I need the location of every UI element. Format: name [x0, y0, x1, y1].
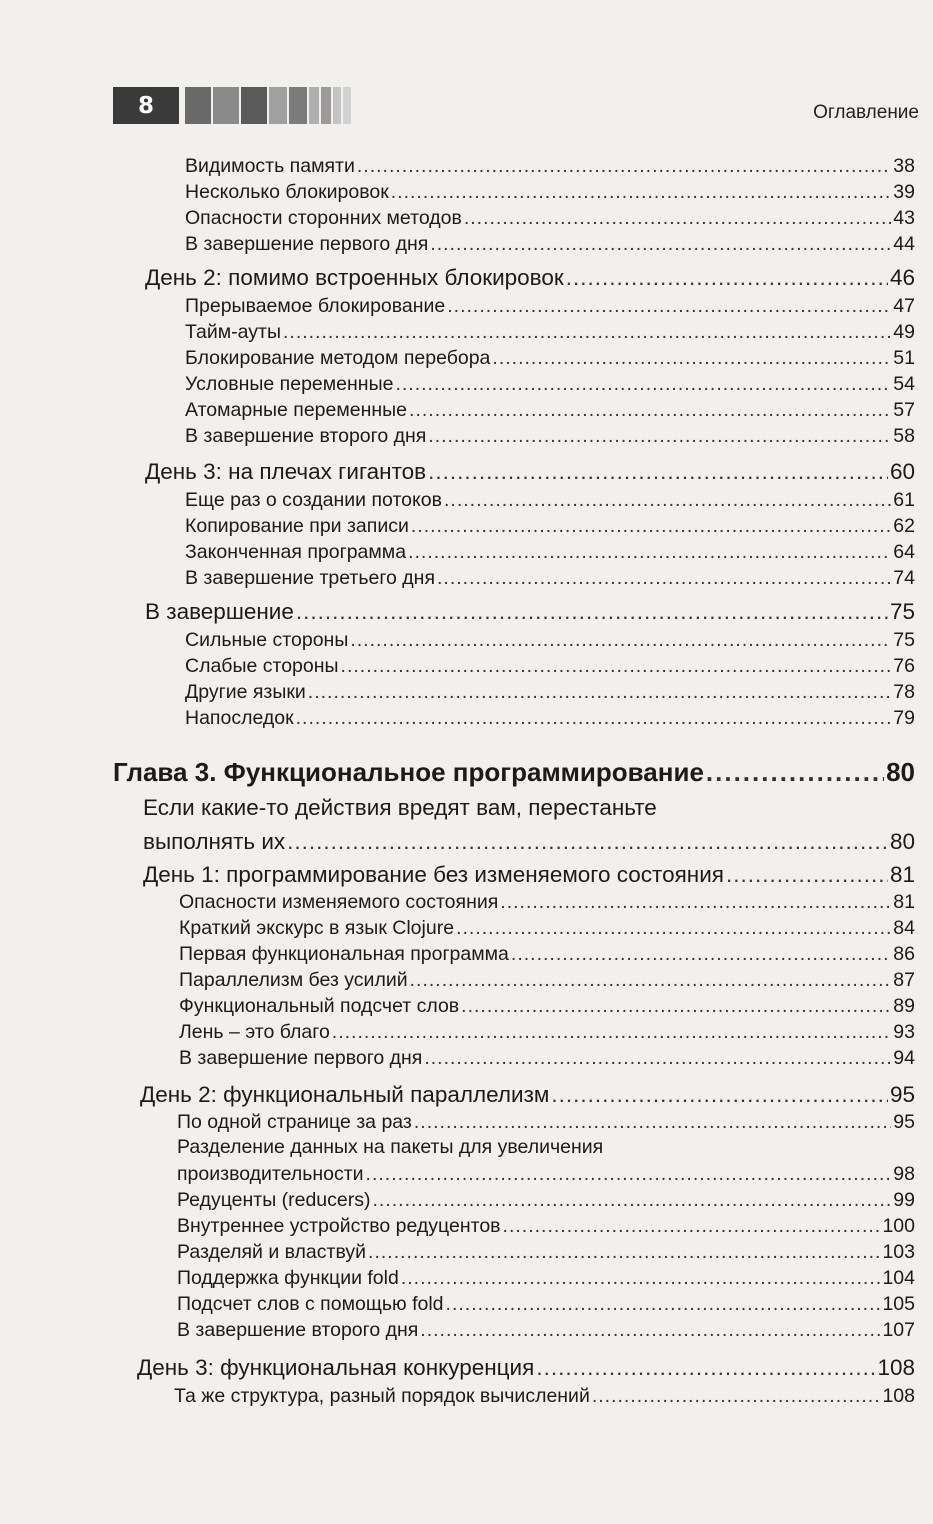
toc-entry-page: 95	[889, 1082, 915, 1107]
dot-leader	[428, 459, 888, 485]
toc-entry-page: 61	[893, 489, 915, 511]
toc-subsection[interactable]	[185, 707, 915, 733]
toc-entry-title: В завершение второго дня	[177, 1319, 419, 1341]
toc-section[interactable]	[145, 599, 915, 629]
toc-entry-title: Редуценты (reducers)	[177, 1189, 371, 1211]
toc-entry-page: 100	[882, 1215, 915, 1237]
toc-subsection[interactable]	[179, 1021, 915, 1047]
toc-entry-title: Напоследок	[185, 707, 294, 729]
dot-leader	[366, 1163, 892, 1186]
toc-entry-title-line1: Если какие-то действия вредят вам, перестаньте	[143, 795, 657, 820]
toc-entry-page: 58	[893, 425, 915, 447]
toc-entry-page: 57	[893, 399, 915, 421]
toc-subsection[interactable]	[177, 1241, 915, 1267]
toc-entry-title: Глава 3. Функциональное программирование	[113, 757, 704, 787]
toc-entry-page: 93	[893, 1021, 915, 1043]
dot-leader	[464, 207, 891, 230]
toc-entry-title: Условные переменные	[185, 373, 394, 395]
toc-entry-title: Законченная программа	[185, 541, 407, 563]
toc-entry-title: В завершение	[145, 599, 294, 624]
toc-entry-title-line1: Разделение данных на пакеты для увеличения	[177, 1136, 604, 1158]
toc-subsection[interactable]	[185, 233, 915, 259]
toc-entry-page: 95	[893, 1111, 915, 1133]
toc-subsection[interactable]	[185, 181, 915, 207]
toc-subsection[interactable]	[179, 917, 915, 943]
dot-leader	[411, 515, 891, 538]
toc-subsection[interactable]	[179, 943, 915, 969]
toc-subsection[interactable]	[185, 295, 915, 321]
toc-entry-page: 49	[893, 321, 915, 343]
toc-entry-page: 81	[893, 891, 915, 913]
toc-entry-page: 87	[893, 969, 915, 991]
toc-subsection[interactable]	[185, 515, 915, 541]
toc-section[interactable]	[143, 829, 915, 859]
toc-entry-page: 104	[882, 1267, 915, 1289]
dot-leader	[500, 891, 891, 914]
toc-subsection[interactable]	[177, 1319, 915, 1345]
toc-subsection[interactable]	[174, 1385, 915, 1411]
dot-leader	[447, 295, 891, 318]
toc-entry-title: Лень – это благо	[179, 1021, 330, 1043]
header-strip	[343, 87, 351, 124]
toc-subsection[interactable]	[185, 655, 915, 681]
toc-entry-title: День 1: программирование без изменяемого состояния	[143, 862, 724, 887]
toc-subsection[interactable]	[185, 155, 915, 181]
toc-entry-title: День 2: помимо встроенных блокировок	[145, 265, 564, 290]
dot-leader	[409, 399, 891, 422]
toc-section[interactable]	[143, 862, 915, 892]
toc-entry-title: День 2: функциональный параллелизм	[140, 1082, 550, 1107]
toc-entry-page: 54	[893, 373, 915, 395]
toc-entry-title: Поддержка функции fold	[177, 1267, 399, 1289]
toc-entry-title: В завершение второго дня	[185, 425, 427, 447]
header-strip	[241, 87, 267, 124]
toc-entry-page: 80	[889, 829, 915, 854]
toc-entry-page: 107	[882, 1319, 915, 1341]
toc-entry-title: Опасности сторонних методов	[185, 207, 462, 229]
toc-entry-page: 75	[889, 599, 915, 624]
page-header-bar	[113, 87, 351, 124]
toc-subsection[interactable]	[185, 541, 915, 567]
toc-section[interactable]	[140, 1082, 915, 1112]
toc-entry-page: 79	[893, 707, 915, 729]
toc-entry-title: Подсчет слов с помощью fold	[177, 1293, 444, 1315]
toc-subsection[interactable]	[185, 321, 915, 347]
toc-entry-page: 84	[893, 917, 915, 939]
toc-entry-title: Сильные стороны	[185, 629, 349, 651]
toc-entry-title: День 3: на плечах гигантов	[145, 459, 427, 484]
dot-leader	[332, 1021, 892, 1044]
toc-subsection[interactable]	[177, 1215, 915, 1241]
toc-subsection[interactable]	[185, 347, 915, 373]
toc-entry-page: 94	[893, 1047, 915, 1069]
dot-leader	[391, 181, 892, 204]
toc-entry-page: 64	[893, 541, 915, 563]
toc-subsection[interactable]	[185, 399, 915, 425]
toc-subsection[interactable]	[179, 969, 915, 995]
toc-entry-page: 81	[889, 862, 915, 887]
toc-entry-title: Прерываемое блокирование	[185, 295, 446, 317]
toc-subsection[interactable]	[177, 1111, 915, 1137]
dot-leader	[308, 681, 892, 704]
dot-leader	[395, 373, 891, 396]
dot-leader	[341, 655, 892, 678]
dot-leader	[444, 489, 891, 512]
toc-entry-title: День 3: функциональная конкуренция	[137, 1355, 535, 1380]
toc-entry-title: В завершение первого дня	[185, 233, 429, 255]
dot-leader	[372, 1189, 891, 1212]
dot-leader	[437, 567, 891, 590]
toc-subsection[interactable]	[185, 373, 915, 399]
toc-subsection[interactable]	[185, 207, 915, 233]
toc-section[interactable]	[137, 1355, 915, 1385]
toc-entry-title: Первая функциональная программа	[179, 943, 509, 965]
toc-subsection[interactable]	[185, 567, 915, 593]
toc-entry-title: выполнять их	[143, 829, 286, 854]
page-number: 8	[113, 87, 179, 124]
toc-subsection[interactable]	[177, 1293, 915, 1319]
dot-leader	[492, 347, 891, 370]
toc-entry-page: 80	[886, 757, 915, 787]
section-title: Оглавление	[813, 102, 919, 123]
dot-leader	[368, 1241, 880, 1264]
header-strip	[185, 87, 211, 124]
dot-leader	[511, 943, 891, 966]
toc-entry-page: 46	[889, 265, 915, 290]
toc-entry-title: Внутреннее устройство редуцентов	[177, 1215, 501, 1237]
toc-entry-page: 86	[893, 943, 915, 965]
toc-entry-title: Другие языки	[185, 681, 306, 703]
toc-entry-page: 74	[893, 567, 915, 589]
toc-chapter[interactable]	[113, 757, 915, 793]
toc-section[interactable]	[145, 265, 915, 295]
toc-entry-title: Параллелизм без усилий	[179, 969, 408, 991]
dot-leader	[503, 1215, 881, 1238]
toc-entry-title: Функциональный подсчет слов	[179, 995, 460, 1017]
toc-entry-title: В завершение первого дня	[179, 1047, 423, 1069]
dot-leader	[726, 862, 888, 888]
toc-entry-page: 75	[893, 629, 915, 651]
toc-subsection[interactable]	[185, 425, 915, 451]
toc-entry-page: 99	[893, 1189, 915, 1211]
toc-entry-page: 76	[893, 655, 915, 677]
toc-entry-page: 103	[882, 1241, 915, 1263]
toc-entry-page: 108	[877, 1355, 915, 1380]
header-strip	[269, 87, 287, 124]
toc-section[interactable]	[145, 459, 915, 489]
toc-subsection[interactable]	[177, 1267, 915, 1293]
toc-entry-title: Блокирование методом перебора	[185, 347, 491, 369]
toc-entry-page: 62	[893, 515, 915, 537]
toc-entry-title: Та же структура, разный порядок вычислений	[174, 1385, 590, 1407]
toc-subsection[interactable]	[179, 995, 915, 1021]
header-strip	[321, 87, 331, 124]
dot-leader	[430, 233, 891, 256]
dot-leader	[401, 1267, 881, 1290]
dot-leader	[408, 541, 891, 564]
dot-leader	[410, 969, 892, 992]
toc-entry-page: 108	[882, 1385, 915, 1407]
dot-leader	[592, 1385, 881, 1408]
header-strip	[333, 87, 341, 124]
toc-subsection[interactable]	[177, 1189, 915, 1215]
toc-entry-title: Разделяй и властвуй	[177, 1241, 367, 1263]
dot-leader	[446, 1293, 881, 1316]
toc-entry-title: Слабые стороны	[185, 655, 339, 677]
toc-entry-title: Видимость памяти	[185, 155, 355, 177]
dot-leader	[551, 1082, 888, 1108]
toc-entry-page: 44	[893, 233, 915, 255]
toc-entry-page: 89	[893, 995, 915, 1017]
toc-entry-title: Копирование при записи	[185, 515, 409, 537]
dot-leader	[420, 1319, 880, 1342]
toc-subsection[interactable]	[185, 681, 915, 707]
dot-leader	[414, 1111, 891, 1134]
toc-entry-title: В завершение третьего дня	[185, 567, 436, 589]
toc-entry-title: Краткий экскурс в язык Clojure	[179, 917, 455, 939]
decorative-strips	[179, 87, 351, 124]
toc-subsection[interactable]	[185, 489, 915, 515]
toc-subsection[interactable]	[177, 1163, 915, 1189]
toc-entry-title: Тайм-ауты	[185, 321, 281, 343]
toc-entry-title: По одной странице за раз	[177, 1111, 412, 1133]
dot-leader	[296, 599, 888, 625]
dot-leader	[428, 425, 891, 448]
dot-leader	[357, 155, 891, 178]
dot-leader	[287, 829, 888, 855]
toc-entry-page: 38	[893, 155, 915, 177]
toc-entry-title: Несколько блокировок	[185, 181, 389, 203]
toc-subsection[interactable]	[179, 891, 915, 917]
toc-entry-page: 78	[893, 681, 915, 703]
toc-entry-title: Еще раз о создании потоков	[185, 489, 442, 511]
toc-entry-page: 60	[889, 459, 915, 484]
header-strip	[289, 87, 307, 124]
dot-leader	[283, 321, 891, 344]
dot-leader	[424, 1047, 891, 1070]
dot-leader	[461, 995, 891, 1018]
toc-entry-page: 47	[893, 295, 915, 317]
toc-subsection[interactable]	[185, 629, 915, 655]
header-strip	[213, 87, 239, 124]
toc-entry-title: производительности	[177, 1163, 364, 1185]
dot-leader	[536, 1355, 875, 1381]
dot-leader	[350, 629, 891, 652]
toc-entry-page: 51	[893, 347, 915, 369]
dot-leader	[296, 707, 892, 730]
toc-entry-page: 98	[893, 1163, 915, 1185]
toc-subsection[interactable]	[179, 1047, 915, 1073]
header-strip	[309, 87, 319, 124]
dot-leader	[456, 917, 891, 940]
toc-entry-page: 43	[893, 207, 915, 229]
toc-entry-title: Опасности изменяемого состояния	[179, 891, 499, 913]
toc-entry-title: Атомарные переменные	[185, 399, 408, 421]
toc-entry-page: 105	[882, 1293, 915, 1315]
dot-leader	[706, 757, 884, 788]
toc-entry-page: 39	[893, 181, 915, 203]
dot-leader	[566, 265, 888, 291]
